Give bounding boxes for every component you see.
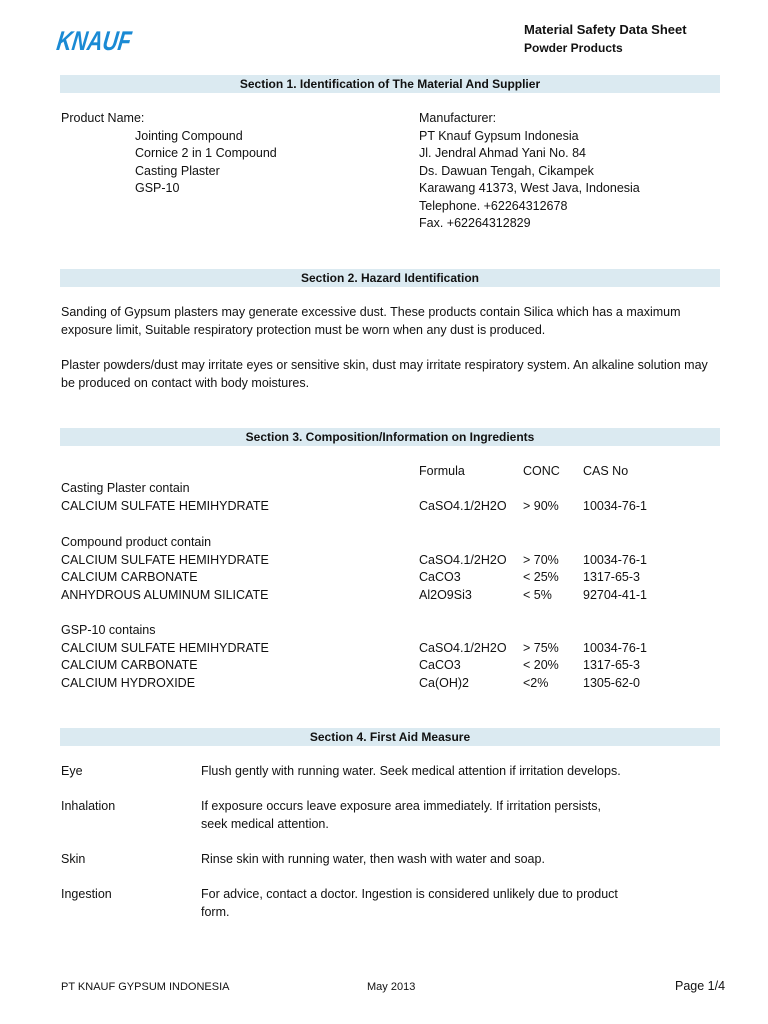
ingredient-formula: Al2O9Si3 (419, 587, 472, 602)
ingredient-cas: 10034-76-1 (583, 499, 647, 513)
first-aid-text: Rinse skin with running water, then wash with water and soap. (201, 852, 545, 866)
section-4-heading: Section 4. First Aid Measure (60, 728, 720, 746)
ingredient-conc: < 20% (523, 658, 559, 672)
manufacturer-telephone: Telephone. +62264312678 (419, 198, 568, 213)
product-name-label: Product Name: (61, 111, 145, 125)
footer-company: PT KNAUF GYPSUM INDONESIA (61, 981, 230, 993)
product-name-item: Casting Plaster (135, 163, 220, 178)
column-header-conc: CONC (523, 464, 560, 478)
ingredient-name: CALCIUM CARBONATE (61, 570, 198, 584)
manufacturer-line: PT Knauf Gypsum Indonesia (419, 128, 579, 143)
first-aid-text: If exposure occurs leave exposure area immediately. If irritation persists, (201, 799, 601, 813)
first-aid-label-inhalation: Inhalation (61, 799, 116, 813)
product-name-item: Jointing Compound (135, 128, 243, 143)
manufacturer-line: Karawang 41373, West Java, Indonesia (419, 181, 640, 195)
ingredient-formula: CaSO4.1/2H2O (419, 552, 507, 567)
ingredient-cas: 1305-62-0 (583, 675, 640, 690)
first-aid-text: seek medical attention. (201, 817, 329, 831)
ingredient-name: ANHYDROUS ALUMINUM SILICATE (61, 587, 269, 602)
ingredient-conc: <2% (523, 675, 549, 690)
ingredient-name: CALCIUM SULFATE HEMIHYDRATE (61, 499, 269, 513)
column-header-cas: CAS No (583, 464, 629, 478)
ingredient-formula: CaSO4.1/2H2O (419, 499, 507, 513)
first-aid-label-ingestion: Ingestion (61, 887, 112, 901)
product-name-item: Cornice 2 in 1 Compound (135, 146, 277, 160)
ingredient-group-heading: GSP-10 contains (61, 623, 156, 637)
ingredient-conc: > 75% (523, 640, 559, 655)
hazard-paragraph: Sanding of Gypsum plasters may generate excessive dust. These products contain Silica which has a maximum exposure limit, Suitable respiratory protection must be worn when any dust is produced. (61, 305, 681, 337)
ingredient-formula: CaCO3 (419, 658, 461, 672)
ingredient-conc: < 5% (523, 587, 552, 602)
ingredient-cas: 1317-65-3 (583, 658, 640, 672)
footer-date: May 2013 (367, 981, 416, 993)
manufacturer-line: Jl. Jendral Ahmad Yani No. 84 (419, 146, 586, 160)
column-header-formula: Formula (419, 464, 465, 478)
first-aid-text: Flush gently with running water. Seek medical attention if irritation develops. (201, 764, 621, 778)
first-aid-label-eye: Eye (61, 764, 83, 778)
hazard-paragraph: Plaster powders/dust may irritate eyes or sensitive skin, dust may irritate respiratory system. An alkaline solution may be produced on contact with body moistures. (61, 358, 708, 390)
svg-text:KNAUF: KNAUF (54, 25, 154, 56)
ingredient-cas: 10034-76-1 (583, 640, 647, 655)
product-name-item: GSP-10 (135, 181, 180, 195)
knauf-logo (54, 20, 154, 60)
section-3-heading: Section 3. Composition/Information on Ingredients (60, 428, 720, 446)
ingredient-cas: 1317-65-3 (583, 570, 640, 584)
first-aid-text: form. (201, 905, 230, 919)
manufacturer-fax: Fax. +62264312829 (419, 216, 531, 230)
page-number: Page 1/4 (675, 979, 726, 993)
document-title: Material Safety Data Sheet (524, 22, 687, 37)
ingredient-name: CALCIUM CARBONATE (61, 658, 198, 672)
first-aid-label-skin: Skin (61, 852, 86, 866)
ingredient-conc: < 25% (523, 570, 559, 584)
ingredient-formula: CaSO4.1/2H2O (419, 640, 507, 655)
ingredient-name: CALCIUM SULFATE HEMIHYDRATE (61, 640, 269, 655)
manufacturer-line: Ds. Dawuan Tengah, Cikampek (419, 163, 594, 178)
first-aid-text: For advice, contact a doctor. Ingestion is considered unlikely due to product (201, 887, 618, 901)
ingredient-conc: > 90% (523, 499, 559, 513)
ingredient-name: CALCIUM SULFATE HEMIHYDRATE (61, 552, 269, 567)
ingredient-formula: Ca(OH)2 (419, 675, 470, 690)
ingredient-cas: 92704-41-1 (583, 587, 647, 602)
ingredient-group-heading: Compound product contain (61, 535, 212, 549)
ingredient-conc: > 70% (523, 552, 559, 567)
ingredient-name: CALCIUM HYDROXIDE (61, 675, 196, 690)
ingredient-group-heading: Casting Plaster contain (61, 481, 190, 495)
ingredient-cas: 10034-76-1 (583, 552, 647, 567)
section-1-heading: Section 1. Identification of The Material And Supplier (60, 75, 720, 93)
ingredient-formula: CaCO3 (419, 570, 461, 584)
document-subtitle: Powder Products (524, 41, 623, 55)
manufacturer-label: Manufacturer: (419, 111, 497, 125)
section-2-heading: Section 2. Hazard Identification (60, 269, 720, 287)
